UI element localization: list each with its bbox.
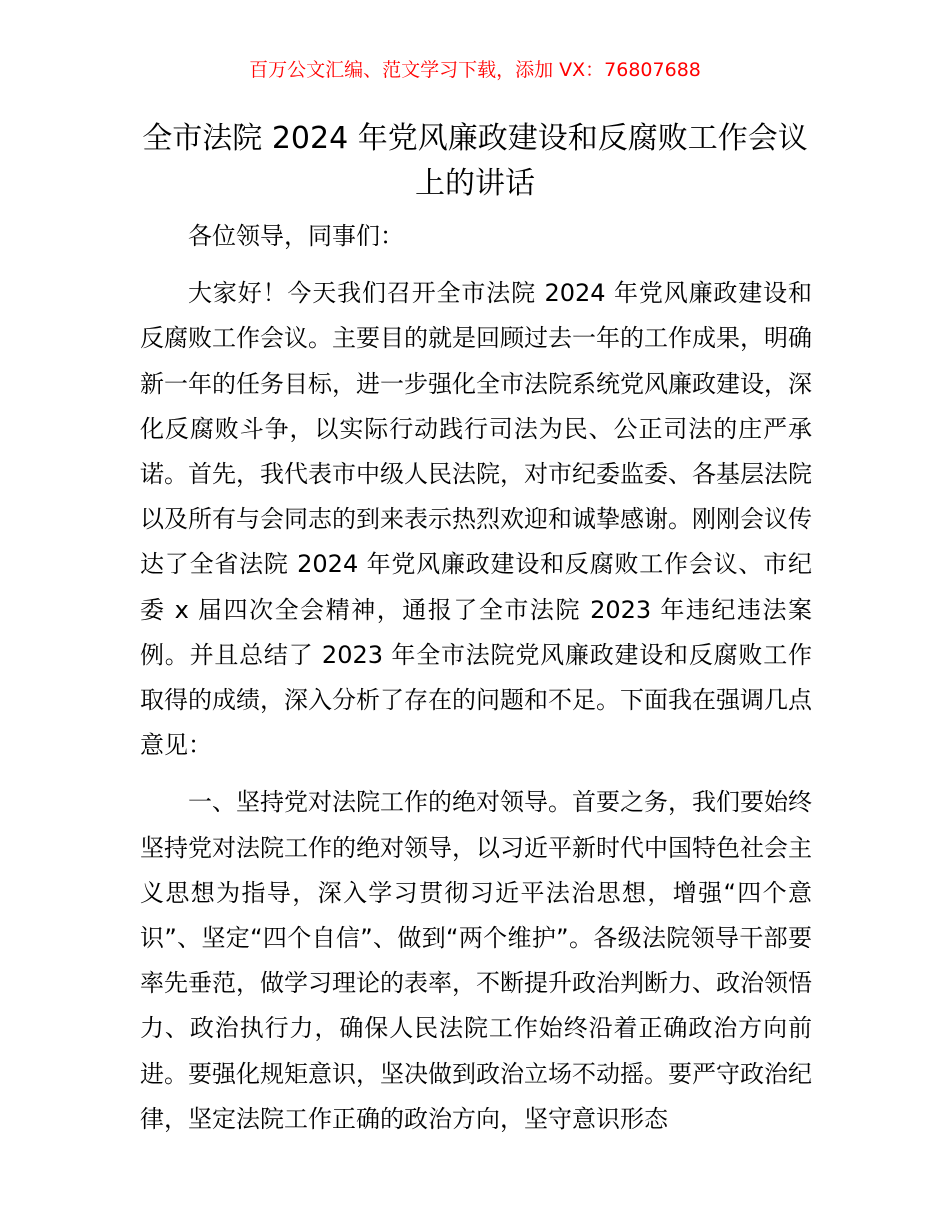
paragraph-section-one: 一、坚持党对法院工作的绝对领导。首要之务，我们要始终坚持党对法院工作的绝对领导，以习近平新时代中国特色社会主义思想为指导，深入学习贯彻习近平法治思想，增强“四个意识”、坚定“四个自信”、做到“两个维护”。各级法院领导干部要率先垂范，做学习理论的表率，不断提升政治判断力、政治领悟力、政治执行力，确保人民法院工作始终沿着正确政治方向前进。要强化规矩意识，坚决做到政治立场不动摇。要严守政治纪律，坚定法院工作正确的政治方向，坚守意识形态 xyxy=(140,788,812,1133)
paragraph-opening: 大家好！今天我们召开全市法院 2024 年党风廉政建设和反腐败工作会议。主要目的就是回顾过去一年的工作成果，明确新一年的任务目标，进一步强化全市法院系统党风廉政建设，深化反腐败斗争，以实际行动践行司法为民、公正司法的庄严承诺。首先，我代表市中级人民法院，对市纪委监委、各基层法院以及所有与会同志的到来表示热烈欢迎和诚挚感谢。刚刚会议传达了全省法院 2024 年党风廉政建设和反腐败工作会议、市纪委 x 届四次全会精神，通报了全市法院 2023 年违纪违法案例。并且总结了 2023 年全市法院党风廉政建设和反腐败工作取得的成绩，深入分析了存在的问题和不足。下面我在强调几点意见： xyxy=(140,279,812,760)
document-title: 全市法院 2024 年党风廉政建设和反腐败工作会议上的讲话 xyxy=(142,121,808,201)
paragraph-salutation: 各位领导，同事们： xyxy=(188,222,404,250)
document-body xyxy=(140,214,812,1142)
header-note: 百万公文汇编、范文学习下载，添加 VX：76807688 xyxy=(249,59,701,81)
